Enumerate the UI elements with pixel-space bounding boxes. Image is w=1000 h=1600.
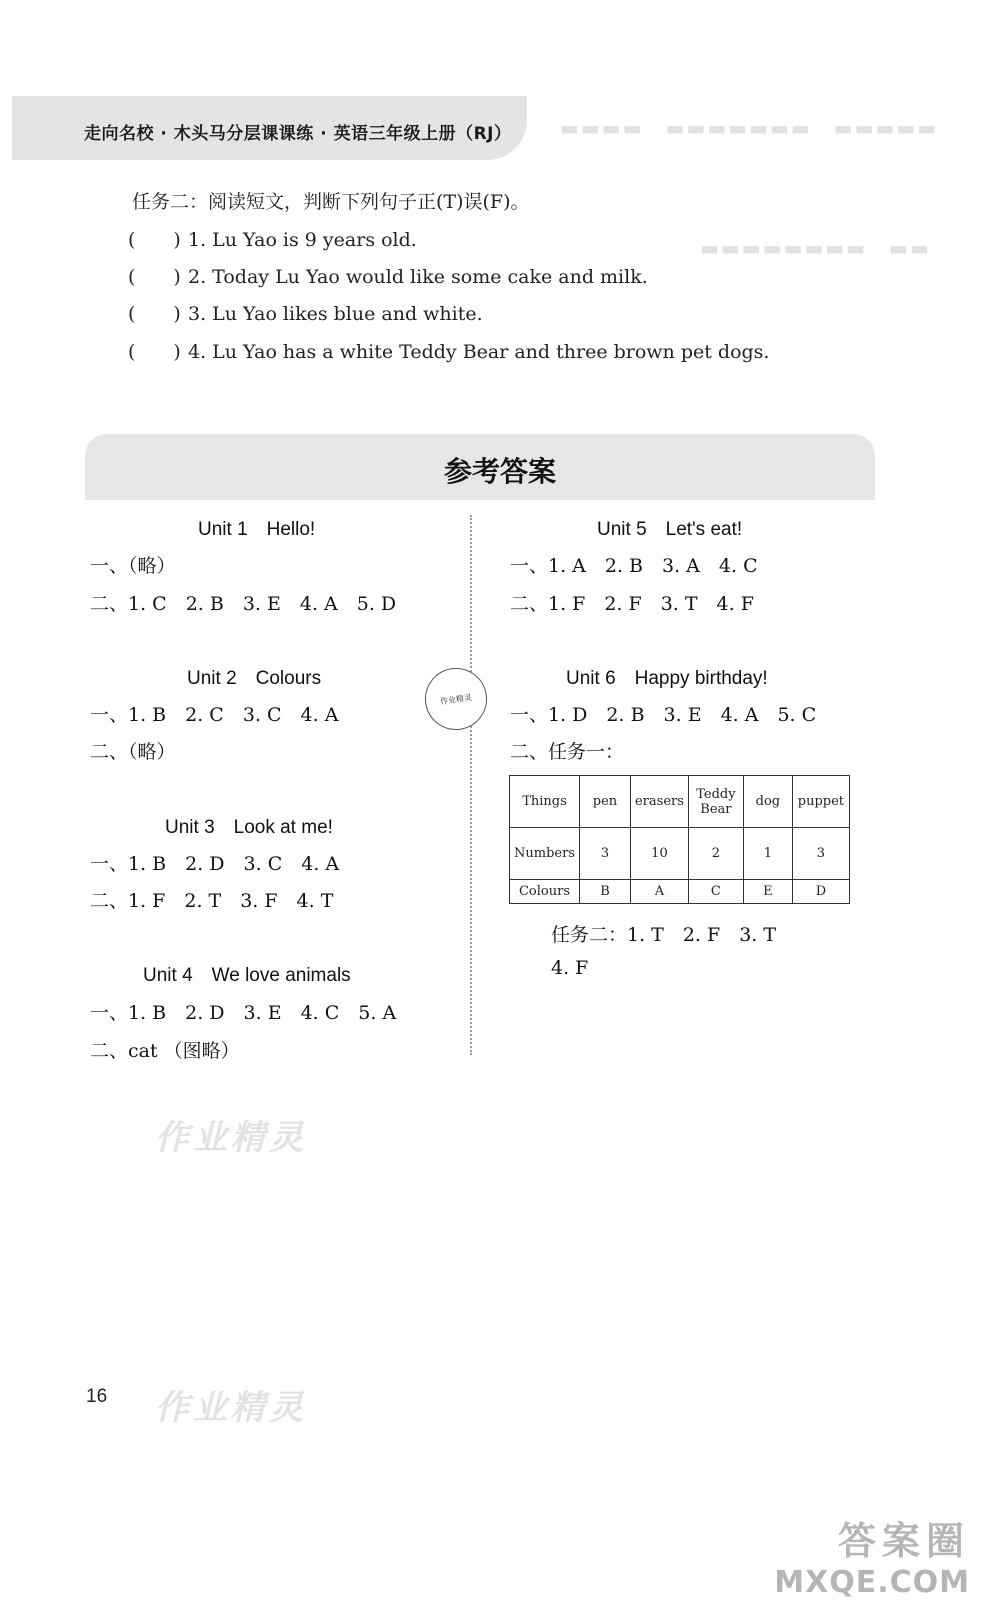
- answer-blank: ( ): [128, 341, 181, 363]
- table-cell: C: [688, 880, 743, 904]
- answer-blank: ( ): [128, 303, 181, 325]
- answer-line: 一、1. D 2. B 3. E 4. A 5. C: [510, 704, 817, 726]
- table-cell: B: [579, 880, 630, 904]
- site-watermark: [774, 1510, 970, 1600]
- tf-item: ( ) 3. Lu Yao likes blue and white.: [128, 299, 483, 326]
- unit-title: Unit 1 Hello!: [198, 519, 316, 540]
- answer-line: 二、cat （图略）: [90, 1040, 240, 1062]
- table-header-cell: puppet: [792, 776, 849, 828]
- answer-line: 二、（略）: [90, 741, 176, 763]
- table-cell: 3: [792, 828, 849, 880]
- table-header-cell: Things: [510, 776, 580, 828]
- table-header-cell: dog: [743, 776, 792, 828]
- answer-line: 一、1. A 2. B 3. A 4. C: [510, 555, 758, 577]
- table-header-cell: pen: [579, 776, 630, 828]
- answer-line: 任务二：1. T 2. F 3. T: [551, 924, 777, 946]
- table-header-cell: erasers: [630, 776, 688, 828]
- answer-line: 二、任务一：: [510, 741, 625, 763]
- answer-table: [509, 775, 850, 904]
- watermark-logo: 作业精灵: [155, 1118, 307, 1158]
- unit-title: Unit 4 We love animals: [143, 965, 351, 986]
- unit-title: Unit 3 Look at me!: [165, 817, 333, 838]
- answer-blank: ( ): [128, 229, 181, 251]
- unit-title: Unit 5 Let's eat!: [597, 519, 743, 540]
- answer-line: 一、（略）: [90, 555, 176, 577]
- answer-line: 一、1. B 2. D 3. E 4. C 5. A: [90, 1002, 397, 1024]
- table-cell: Numbers: [510, 828, 580, 880]
- table-cell: E: [743, 880, 792, 904]
- table-cell: D: [792, 880, 849, 904]
- stamp: 作业精灵: [421, 664, 491, 734]
- answer-line: 4. F: [551, 957, 589, 979]
- book-header-title: 走向名校 · 木头马分层课课练 · 英语三年级上册（RJ）: [84, 124, 512, 144]
- page-number: 16: [86, 1386, 108, 1407]
- answer-line: 二、1. F 2. T 3. F 4. T: [90, 890, 334, 912]
- table-cell: Colours: [510, 880, 580, 904]
- table-cell: 3: [579, 828, 630, 880]
- answer-blank: ( ): [128, 266, 181, 288]
- task2-title: 任务二：阅读短文，判断下列句子正(T)误(F)。: [132, 191, 530, 213]
- tf-item: ( ) 1. Lu Yao is 9 years old.: [128, 225, 417, 252]
- table-cell: 2: [688, 828, 743, 880]
- watermark-logo: 作业精灵: [155, 1388, 307, 1428]
- show-through-text: ▬▬▬▬ ▬▬▬▬▬▬▬ ▬▬▬▬▬: [560, 116, 939, 140]
- answer-line: 二、1. C 2. B 3. E 4. A 5. D: [90, 593, 397, 615]
- unit-title: Unit 6 Happy birthday!: [566, 668, 768, 689]
- unit-title: Unit 2 Colours: [187, 668, 322, 689]
- answer-line: 二、1. F 2. F 3. T 4. F: [510, 593, 754, 615]
- tf-item: ( ) 4. Lu Yao has a white Teddy Bear and three brown pet dogs.: [128, 337, 769, 364]
- show-through-text: ▬▬▬▬▬▬▬▬ ▬▬: [700, 236, 931, 260]
- answer-line: 一、1. B 2. D 3. C 4. A: [90, 853, 340, 875]
- table-cell: 1: [743, 828, 792, 880]
- answer-key-title: 参考答案: [443, 455, 556, 488]
- answer-line: 一、1. B 2. C 3. C 4. A: [90, 704, 339, 726]
- column-divider: [470, 515, 472, 1055]
- tf-item: ( ) 2. Today Lu Yao would like some cake and milk.: [128, 262, 648, 289]
- site-watermark-cn: 答案圈: [837, 1519, 970, 1563]
- table-cell: 10: [630, 828, 688, 880]
- site-watermark-en: MXQE.COM: [774, 1565, 970, 1600]
- table-header-cell: Teddy Bear: [688, 776, 743, 828]
- table-cell: A: [630, 880, 688, 904]
